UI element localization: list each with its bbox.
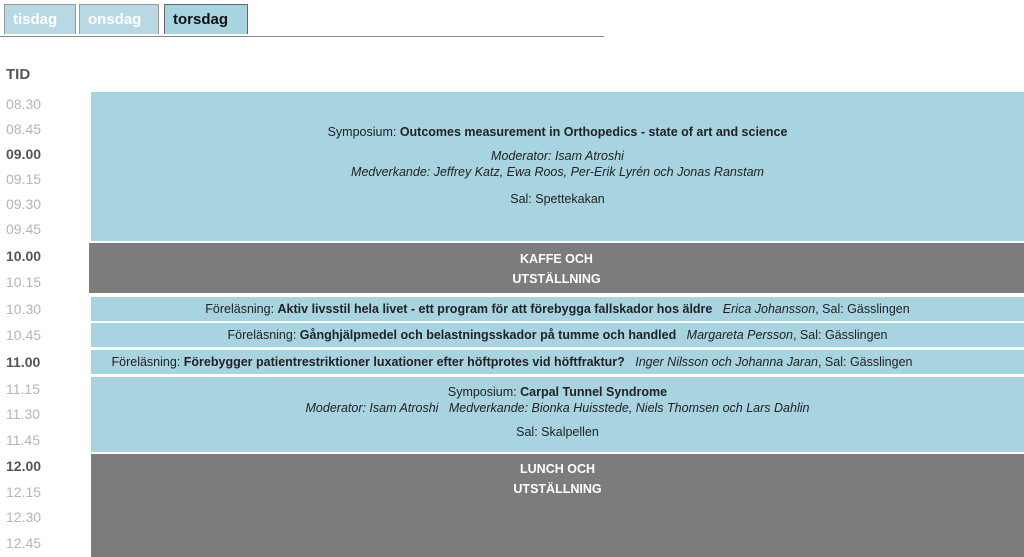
time-slot: 11.15 — [6, 381, 40, 397]
time-slot: 11.45 — [6, 432, 40, 448]
session-room: Sal: Spettekakan — [510, 192, 605, 206]
time-slot: 08.30 — [6, 96, 42, 112]
time-slot: 10.30 — [6, 301, 42, 317]
session-type: Föreläsning: — [205, 302, 278, 316]
session-participants: Medverkande: Jeffrey Katz, Ewa Roos, Per-Erik Lyrén och Jonas Ranstam — [351, 165, 764, 179]
time-column-heading: TID — [6, 66, 31, 83]
session-moderator-participants: Moderator: Isam Atroshi Medverkande: Bionka Huisstede, Niels Thomsen och Lars Dahlin — [305, 401, 810, 415]
time-slot: 11.30 — [6, 406, 40, 422]
break-coffee — [89, 243, 1024, 293]
session-title-line: Symposium: Carpal Tunnel Syndrome — [447, 385, 668, 399]
session-moderator: Moderator: Isam Atroshi — [491, 149, 624, 163]
session-room: , Sal: Gässlingen — [792, 328, 888, 342]
session-title: Gånghjälpmedel och belastningsskador på tumme och handled — [299, 328, 677, 342]
session-lecture-ganghjalpmedel[interactable] — [91, 323, 1024, 347]
session-type: Föreläsning: — [227, 328, 300, 342]
session-speaker: Margareta Persson — [686, 328, 793, 342]
time-slot: 10.00 — [6, 248, 42, 264]
time-slot: 12.00 — [6, 458, 42, 474]
break-line: UTSTÄLLNING — [513, 482, 602, 496]
session-title-line: Symposium: Outcomes measurement in Orthopedics - state of art and science — [327, 125, 788, 139]
session-room: , Sal: Gässlingen — [815, 302, 910, 316]
session-title: Förebygger patientrestriktioner luxationer efter höftprotes vid höftfraktur? — [183, 355, 625, 369]
break-line: LUNCH OCH — [520, 462, 595, 476]
time-slot: 09.30 — [6, 196, 42, 212]
time-slot: 10.45 — [6, 327, 42, 343]
time-slot: 09.15 — [6, 171, 42, 187]
tab-onsdag[interactable]: onsdag — [79, 4, 159, 34]
session-lecture-aktiv-livsstil[interactable] — [91, 297, 1024, 321]
session-speaker: Inger Nilsson och Johanna Jaran — [635, 355, 818, 369]
session-type: Föreläsning: — [111, 355, 184, 369]
day-tabs — [0, 4, 604, 37]
tab-torsdag[interactable]: torsdag — [164, 4, 248, 34]
break-line: KAFFE OCH — [520, 252, 593, 266]
session-speaker: Erica Johansson — [722, 302, 816, 316]
break-lunch — [91, 454, 1024, 557]
time-slot: 12.15 — [6, 484, 42, 500]
session-title: Aktiv livsstil hela livet - ett program för att förebygga fallskador hos äldre — [277, 302, 713, 316]
time-slot: 10.15 — [6, 274, 42, 290]
time-slot: 11.00 — [6, 354, 41, 370]
time-slot: 12.30 — [6, 509, 42, 525]
session-room: Sal: Skalpellen — [516, 425, 599, 439]
break-line: UTSTÄLLNING — [512, 272, 601, 286]
session-symposium-carpal-tunnel[interactable] — [91, 377, 1024, 452]
time-slot: 09.45 — [6, 221, 42, 237]
session-room: , Sal: Gässlingen — [817, 355, 913, 369]
time-slot: 08.45 — [6, 121, 42, 137]
tab-tisdag[interactable]: tisdag — [4, 4, 76, 34]
time-slot: 09.00 — [6, 146, 42, 162]
session-symposium-outcomes[interactable] — [91, 92, 1024, 241]
time-slot: 12.45 — [6, 535, 42, 551]
session-lecture-luxationer[interactable] — [0, 350, 1024, 374]
